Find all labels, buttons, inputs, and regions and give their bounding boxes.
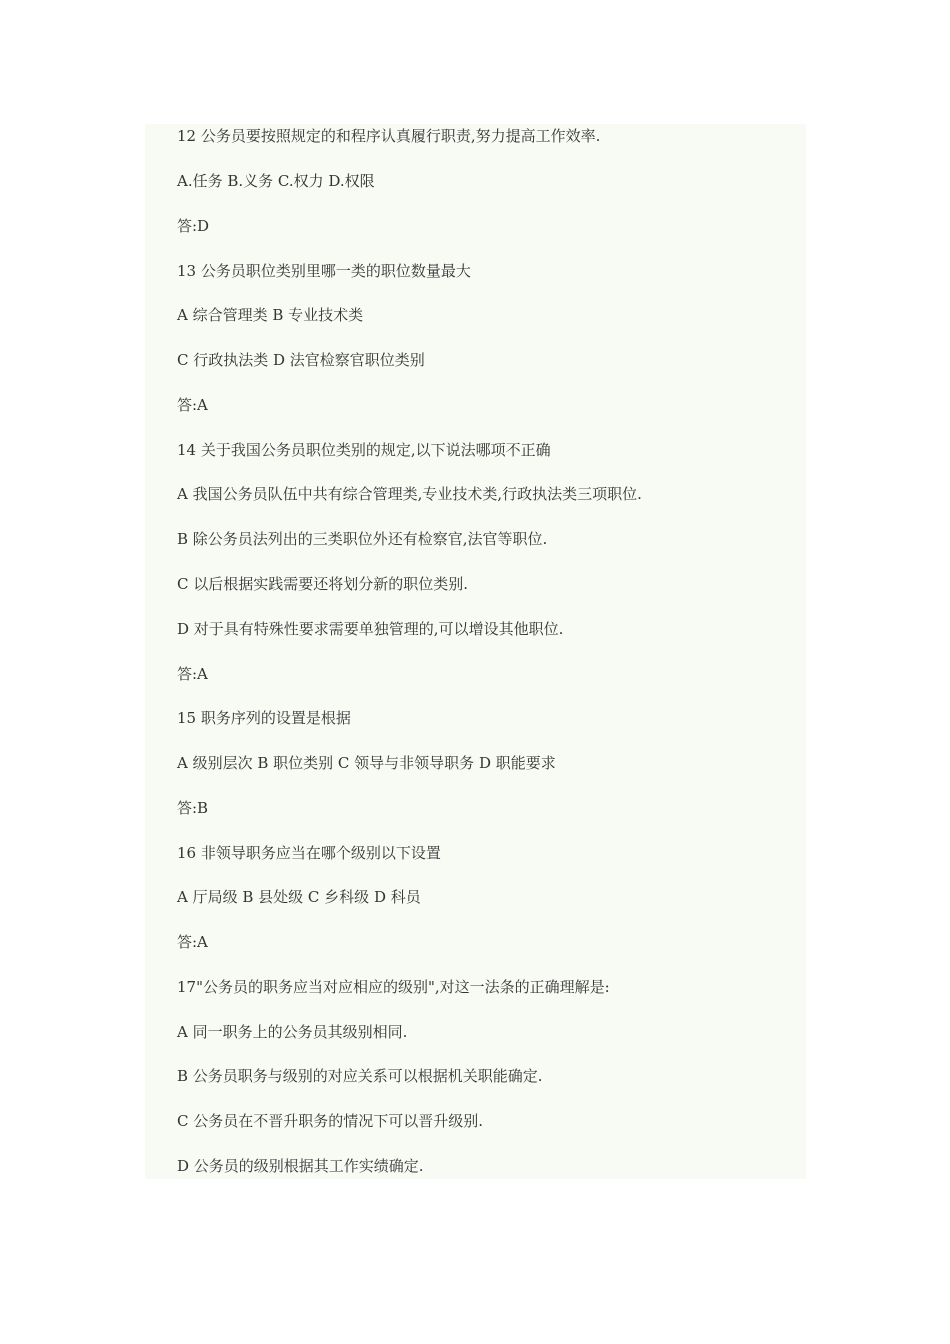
question-15-options: A 级别层次 B 职位类别 C 领导与非领导职务 D 职能要求 [177,754,556,772]
question-12-answer: 答:D [177,217,210,235]
question-16-answer: 答:A [177,933,208,951]
question-17-option-c: C 公务员在不晋升职务的情况下可以晋升级别. [177,1112,484,1130]
question-14-option-c: C 以后根据实践需要还将划分新的职位类别. [177,575,469,593]
question-13-answer: 答:A [177,396,208,414]
question-16-options: A 厅局级 B 县处级 C 乡科级 D 科员 [177,888,421,906]
question-13-options-ab: A 综合管理类 B 专业技术类 [177,306,364,324]
question-15-answer: 答:B [177,799,209,817]
question-12-options: A.任务 B.义务 C.权力 D.权限 [177,172,375,190]
question-17-option-a: A 同一职务上的公务员其级别相同. [177,1023,408,1041]
question-14-option-b: B 除公务员法列出的三类职位外还有检察官,法官等职位. [177,530,548,548]
question-17-option-d: D 公务员的级别根据其工作实绩确定. [177,1157,424,1175]
question-15: 15 职务序列的设置是根据 [177,709,351,727]
question-14: 14 关于我国公务员职位类别的规定,以下说法哪项不正确 [177,441,551,459]
question-16: 16 非领导职务应当在哪个级别以下设置 [177,844,441,862]
question-17: 17"公务员的职务应当对应相应的级别",对这一法条的正确理解是: [177,978,610,996]
question-13-options-cd: C 行政执法类 D 法官检察官职位类别 [177,351,425,369]
question-17-option-b: B 公务员职务与级别的对应关系可以根据机关职能确定. [177,1067,543,1085]
question-14-option-d: D 对于具有特殊性要求需要单独管理的,可以增设其他职位. [177,620,564,638]
question-13: 13 公务员职位类别里哪一类的职位数量最大 [177,262,471,280]
question-14-answer: 答:A [177,665,208,683]
question-14-option-a: A 我国公务员队伍中共有综合管理类,专业技术类,行政执法类三项职位. [177,485,642,503]
question-12: 12 公务员要按照规定的和程序认真履行职责,努力提高工作效率. [177,127,601,145]
